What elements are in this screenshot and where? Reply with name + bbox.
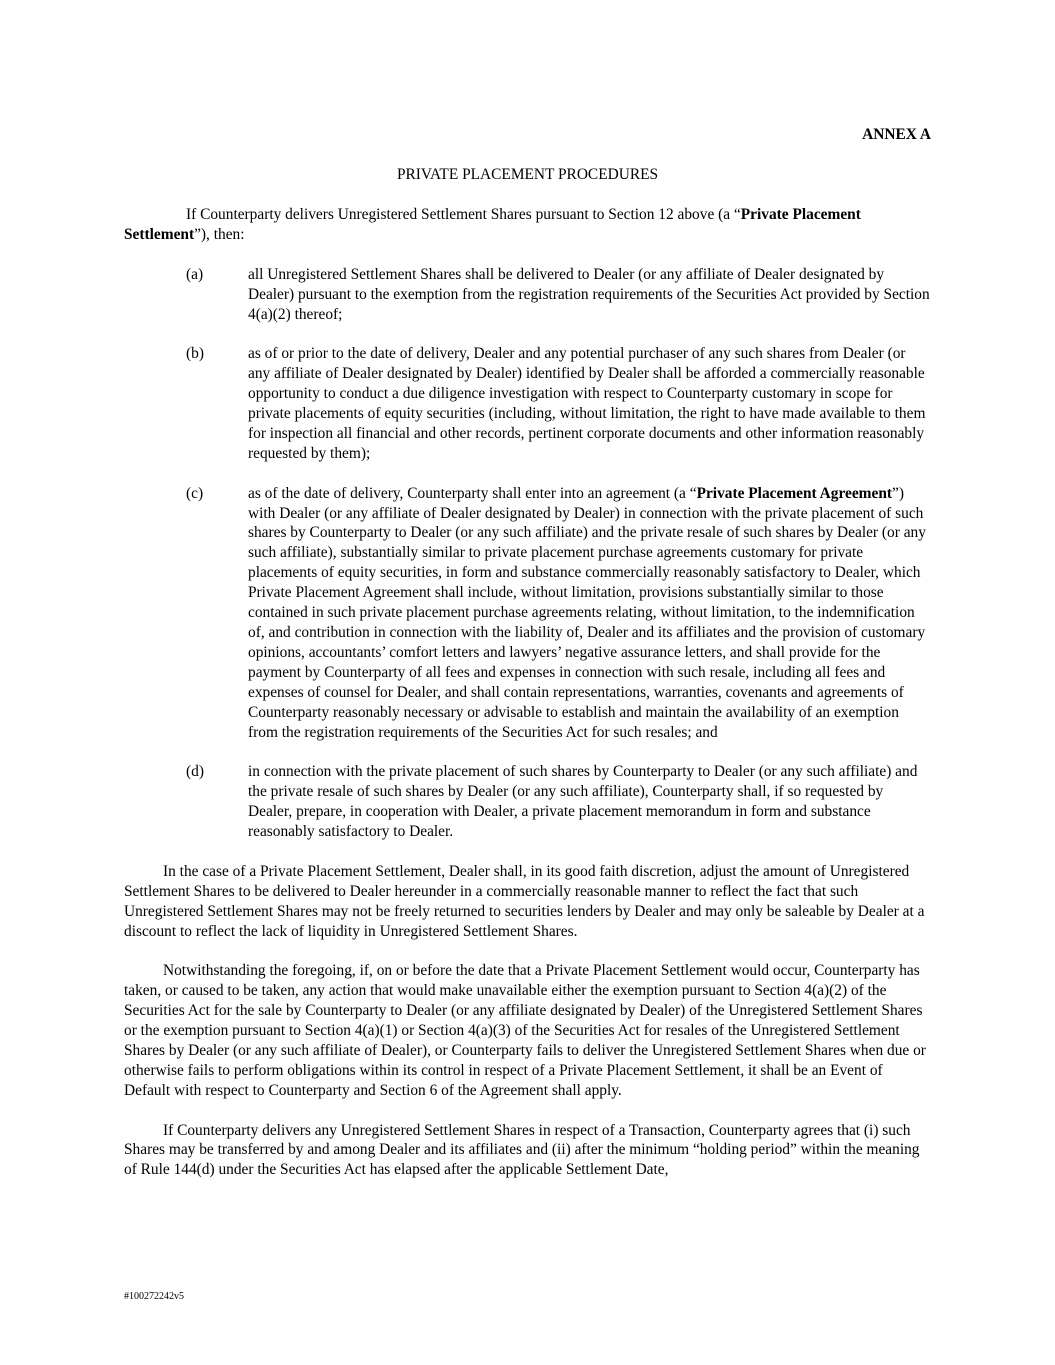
clause-c-text-pre: as of the date of delivery, Counterparty shall enter into an agreement (a “ bbox=[248, 484, 697, 502]
intro-text-pre: If Counterparty delivers Unregistered Settlement Shares pursuant to Section 12 above (a “ bbox=[186, 206, 741, 223]
intro-paragraph bbox=[124, 205, 931, 245]
paragraph-event-of-default: Notwithstanding the foregoing, if, on or before the date that a Private Placement Settlement would occur, Counterparty has taken, or caused to be taken, any action that would make unavailable either the exemption pursuant to Section 4(a)(2) of the Securities Act for the sale by Counterparty to Dealer (or any affiliate designated by Dealer) of the Unregistered Settlement Shares or the exemption pursuant to Section 4(a)(1) or Section 4(a)(3) of the Securities Act for resales of the Unregistered Settlement Shares by Dealer (or any such affiliate of Dealer), or Counterparty fails to deliver the Unregistered Settlement Shares when due or otherwise fails to perform obligations within its control in respect of a Private Placement Settlement, it shall be an Event of Default with respect to Counterparty and Section 6 of the Agreement shall apply. bbox=[124, 962, 926, 1099]
clause-label: (a) bbox=[186, 265, 204, 283]
defined-term-private-placement-settlement: Private Placement Settlement bbox=[124, 206, 861, 243]
clause-label: (c) bbox=[186, 484, 204, 502]
paragraph-transfer-holding-period: If Counterparty delivers any Unregistered Settlement Shares in respect of a Transaction, Counterparty agrees that (i) such Shares may be transferred by and among Dealer and its affiliates and (ii) after the minimum “holding period” within the meaning of Rule 144(d) under the Securities Act has elapsed after the applicable Settlement Date, bbox=[124, 1121, 920, 1179]
clause-b bbox=[124, 344, 931, 463]
clause-c-text-post: ”) with Dealer (or any affiliate of Dealer designated by Dealer) in connection with the private placement of such shares by Counterparty to Dealer (or any such affiliate) and the private resale of such shares by Dealer (or any such affiliate), substantially similar to private placement purchase agreements customary for private placements of equity securities, in form and substance commercially reasonably satisfactory to Dealer, which Private Placement Agreement shall include, without limitation, provisions substantially similar to those contained in such private placement purchase agreements relating, without limitation, to the indemnification of, and contribution in connection with the liability of, Dealer and its affiliates and the provision of customary opinions, accountants’ comfort letters and lawyers’ negative assurance letters, and shall provide for the payment by Counterparty of all fees and expenses in connection with such resale, including all fees and expenses of counsel for Dealer, and shall contain representations, warranties, covenants and agreements of Counterparty reasonably necessary or advisable to establish and maintain the availability of an exemption from the registration requirements of the Securities Act for such resales; and bbox=[248, 484, 926, 741]
clause-d bbox=[124, 762, 931, 842]
document-title: PRIVATE PLACEMENT PROCEDURES bbox=[396, 166, 659, 183]
defined-term-private-placement-agreement: Private Placement Agreement bbox=[696, 484, 893, 502]
clause-label: (d) bbox=[186, 763, 204, 781]
annex-heading: ANNEX A bbox=[862, 126, 931, 143]
clause-list bbox=[124, 265, 931, 842]
intro-text-post: ”), then: bbox=[194, 225, 245, 243]
clause-c bbox=[124, 484, 931, 743]
document-page bbox=[124, 0, 931, 1365]
clause-a bbox=[124, 265, 931, 325]
clause-text: in connection with the private placement of such shares by Counterparty to Dealer (or any such affiliate) and the private resale of such shares by Dealer (or any such affiliate), Counterparty shall, if so requested by Dealer, prepare, in cooperation with Dealer, a private placement memorandum in form and substance reasonably satisfactory to Dealer. bbox=[248, 763, 918, 841]
clause-label: (b) bbox=[186, 345, 204, 363]
document-body bbox=[124, 205, 931, 1200]
clause-text: all Unregistered Settlement Shares shall be delivered to Dealer (or any affiliate of Dealer designated by Dealer) pursuant to the exemption from the registration requirements of the Securities Act provided by Section 4(a)(2) thereof; bbox=[248, 265, 930, 323]
paragraph-discount-adjustment: In the case of a Private Placement Settlement, Dealer shall, in its good faith discretion, adjust the amount of Unregistered Settlement Shares to be delivered to Dealer hereunder in a commercially reasonable manner to reflect the fact that such Unregistered Settlement Shares may not be freely returned to securities lenders by Dealer and may only be saleable by Dealer at a discount to reflect the lack of liquidity in Unregistered Settlement Shares. bbox=[124, 862, 925, 940]
document-id-footer: #100272242v5 bbox=[124, 1291, 184, 1302]
clause-text bbox=[248, 484, 931, 743]
clause-text: as of or prior to the date of delivery, Dealer and any potential purchaser of any such shares from Dealer (or any affiliate of Dealer designated by Dealer) identified by Dealer shall be afforded a commercially reasonable opportunity to conduct a due diligence investigation with respect to Counterparty customary in scope for private placements of equity securities (including, without limitation, the right to have made available to them for inspection all financial and other records, pertinent corporate documents and other information reasonably requested by them); bbox=[248, 345, 926, 462]
